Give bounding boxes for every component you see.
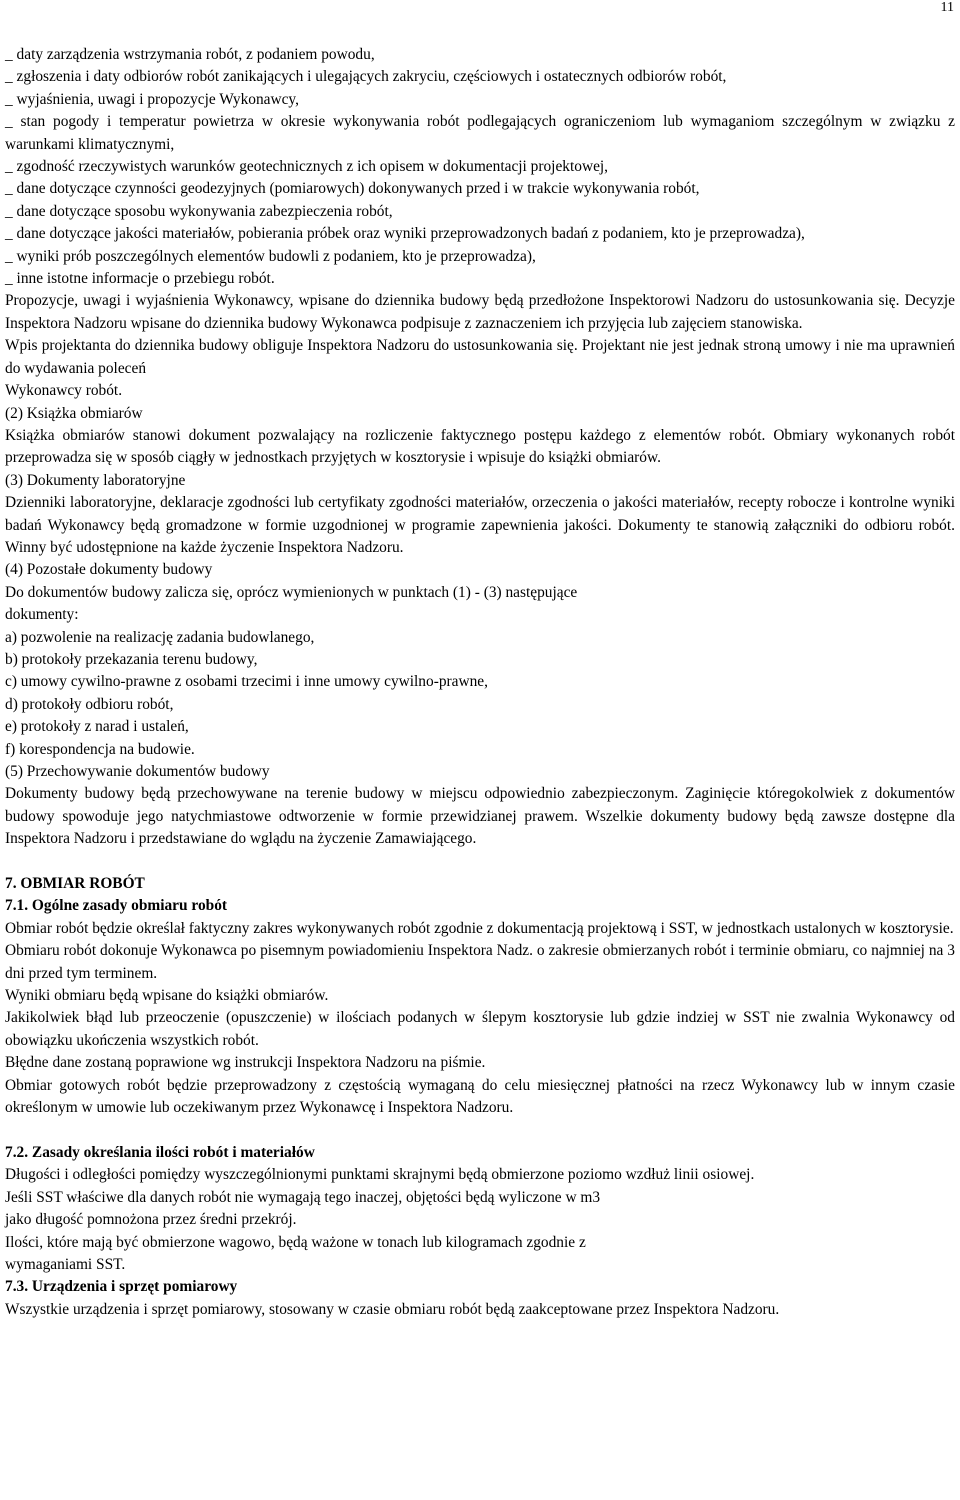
s71-paragraph: Obmiar gotowych robót będzie przeprowadzony z częstością wymaganą do celu miesięcznej płatności na rzecz Wykonawcy lub w innym czasie określonym w umowie lub oczekiwanym przez Wykonawcę i Inspektora Nadzoru. xyxy=(5,1076,955,1117)
section-7-3-title: 7.3. Urządzenia i sprzęt pomiarowy xyxy=(5,1278,238,1296)
other-docs-item: b) protokoły przekazania terenu budowy, xyxy=(5,650,258,668)
other-docs-item: d) protokoły odbioru robót, xyxy=(5,695,174,713)
record-item: _ zgłoszenia i daty odbiorów robót zanikających i ulegających zakryciu, częściowych i ostatecznych odbiorów robót, xyxy=(5,68,727,86)
designer-paragraph-end: Wykonawcy robót. xyxy=(5,382,123,400)
book-paragraph: Książka obmiarów stanowi dokument pozwalający na rozliczenie faktycznego postępu każdego z elementów robót. Obmiary wykonanych robót przeprowadza się w sposób ciągły w jednostkach przyjętych w kosztorysie i wpisuje do książki obmiarów. xyxy=(5,426,955,467)
other-docs-item: f) korespondencja na budowie. xyxy=(5,740,195,758)
designer-paragraph: Wpis projektanta do dziennika budowy obliguje Inspektora Nadzoru do ustosunkowania się. Projektant nie jest jednak stroną umowy i nie ma uprawnień do wydawania poleceń xyxy=(5,337,955,377)
record-item: _ wyjaśnienia, uwagi i propozycje Wykonawcy, xyxy=(5,90,299,108)
other-docs-item: c) umowy cywilno-prawne z osobami trzecimi i inne umowy cywilno-prawne, xyxy=(5,673,488,691)
section-7-1-title: 7.1. Ogólne zasady obmiaru robót xyxy=(5,897,228,915)
lab-heading: (3) Dokumenty laboratoryjne xyxy=(5,471,186,489)
record-item: _ dane dotyczące sposobu wykonywania zabezpieczenia robót, xyxy=(5,202,393,220)
storage-paragraph: Dokumenty budowy będą przechowywane na terenie budowy w miejscu odpowiednio zabezpieczonym. Zaginięcie któregokolwiek z dokumentów budowy spowoduje jego natychmiastowe odtworzenie w formie przewidzianej prawem. Wszelkie dokumenty budowy będą zawsze dostępne dla Inspektora Nadzoru i przedstawiane do wglądu na życzenie Zamawiającego. xyxy=(5,785,955,848)
other-docs-intro-end: dokumenty: xyxy=(5,606,79,624)
s72-line: wymaganiami SST. xyxy=(5,1255,126,1273)
record-item: _ stan pogody i temperatur powietrza w okresie wykonywania robót podlegających ograniczeniom lub wymaganiom szczególnym w związku z warunkami klimatycznymi, xyxy=(5,113,955,153)
s71-paragraph: Obmiaru robót dokonuje Wykonawca po pisemnym powiadomieniu Inspektora Nadz. o zakresie obmierzanych robót i terminie obmiaru, co najmniej na 3 dni przed tym terminem. xyxy=(5,942,955,982)
book-heading: (2) Książka obmiarów xyxy=(5,404,143,422)
record-item: _ dane dotyczące jakości materiałów, pobierania próbek oraz wyniki przeprowadzonych badań z podaniem, kto je przeprowadza), xyxy=(5,225,805,243)
other-docs-item: e) protokoły z narad i ustaleń, xyxy=(5,718,189,736)
s72-line: Długości i odległości pomiędzy wyszczególnionymi punktami skrajnymi będą obmierzone poziomo wzdłuż linii osiowej. xyxy=(5,1166,755,1184)
proposals-paragraph: Propozycje, uwagi i wyjaśnienia Wykonawcy, wpisane do dziennika budowy będą przedłożone Inspektorowi Nadzoru do ustosunkowania się. Decyzje Inspektora Nadzoru wpisane do dziennika budowy Wykonawca podpisuje z zaznaczeniem ich przyjęcia lub zajęciem stanowiska. xyxy=(5,292,955,332)
record-item: _ daty zarządzenia wstrzymania robót, z podaniem powodu, xyxy=(5,46,375,63)
s71-paragraph: Jakikolwiek błąd lub przeoczenie (opuszczenie) w ilościach podanych w ślepym kosztorysie lub gdzie indziej w SST nie zwalnia Wykonawcy od obowiązku ukończenia wszystkich robót. xyxy=(5,1009,955,1049)
document-body xyxy=(5,44,955,1321)
storage-heading: (5) Przechowywanie dokumentów budowy xyxy=(5,763,270,780)
spacer xyxy=(5,1119,955,1141)
s72-line: Jeśli SST właściwe dla danych robót nie wymagają tego inaczej, objętości będą wyliczone w m3 xyxy=(5,1188,601,1206)
lab-paragraph: Dzienniki laboratoryjne, deklaracje zgodności lub certyfikaty zgodności materiałów, orzeczenia o jakości materiałów, recepty robocze i kontrolne wyniki badań Wykonawcy będą gromadzone w formie uzgodnionej w programie zapewnienia jakości. Dokumenty te stanowią załączniki do odbioru robót. Winny być udostępnione na każde życzenie Inspektora Nadzoru. xyxy=(5,494,955,556)
s71-paragraph: Wyniki obmiaru będą wpisane do książki obmiarów. xyxy=(5,987,329,1005)
s72-line: jako długość pomnożona przez średni przekrój. xyxy=(5,1211,297,1229)
record-item: _ dane dotyczące czynności geodezyjnych (pomiarowych) dokonywanych przed i w trakcie wykonywania robót, xyxy=(5,180,700,198)
s72-line: Ilości, które mają być obmierzone wagowo, będą ważone w tonach lub kilogramach zgodnie z xyxy=(5,1233,586,1251)
section-7-title: 7. OBMIAR ROBÓT xyxy=(5,875,145,893)
record-item: _ inne istotne informacje o przebiegu robót. xyxy=(5,270,275,288)
record-item: _ wyniki prób poszczególnych elementów budowli z podaniem, kto je przeprowadza), xyxy=(5,247,536,265)
s71-paragraph: Obmiar robót będzie określał faktyczny zakres wykonywanych robót zgodnie z dokumentacją projektową i SST, w jednostkach ustalonych w kosztorysie. xyxy=(5,919,954,937)
other-docs-intro: Do dokumentów budowy zalicza się, oprócz wymienionych w punktach (1) - (3) następujące xyxy=(5,583,578,601)
s73-paragraph: Wszystkie urządzenia i sprzęt pomiarowy, stosowany w czasie obmiaru robót będą zaakceptowane przez Inspektora Nadzoru. xyxy=(5,1300,780,1318)
section-7-2-title: 7.2. Zasady określania ilości robót i materiałów xyxy=(5,1143,315,1161)
s71-paragraph: Błędne dane zostaną poprawione wg instrukcji Inspektora Nadzoru na piśmie. xyxy=(5,1054,486,1072)
spacer xyxy=(5,851,955,873)
other-docs-item: a) pozwolenie na realizację zadania budowlanego, xyxy=(5,628,315,646)
record-item: _ zgodność rzeczywistych warunków geotechnicznych z ich opisem w dokumentacji projektowej, xyxy=(5,158,609,176)
other-docs-heading: (4) Pozostałe dokumenty budowy xyxy=(5,561,213,579)
page-number: 11 xyxy=(940,0,954,15)
